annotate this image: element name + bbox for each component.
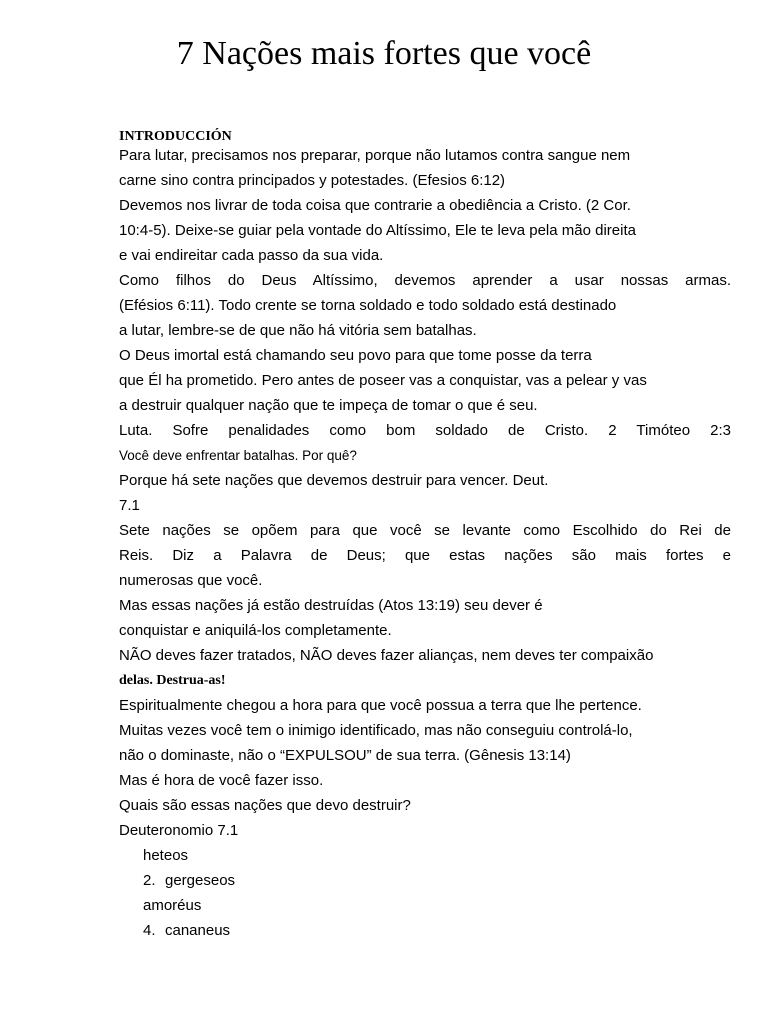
text-line: 7.1 [119,497,140,514]
text-line: NÃO deves fazer tratados, NÃO deves fazer alianças, nem deves ter compaixão [119,647,654,664]
text-line: conquistar e aniquilá-los completamente. [119,622,392,639]
section-heading: INTRODUCCIÓN [119,129,232,144]
text-line: que Él ha prometido. Pero antes de poseer vas a conquistar, vas a pelear y vas [119,372,647,389]
text-line: Mas é hora de você fazer isso. [119,772,324,789]
list-item [119,846,731,871]
text-line: Você deve enfrentar batalhas. Por quê? [119,448,357,463]
text-line: Sete nações se opõem para que você se levante como Escolhido do Rei de [119,522,731,539]
text-line: Como filhos do Deus Altíssimo, devemos aprender a usar nossas armas. [119,272,731,289]
text-line: (Efésios 6:11). Todo crente se torna soldado e todo soldado está destinado [119,297,617,314]
text-line: numerosas que você. [119,572,263,589]
list-item [119,896,731,921]
document-title: 7 Nações mais fortes que você [176,35,592,72]
list-item-text: gergeseos [165,872,236,889]
list-item [119,921,731,946]
text-line: Quais são essas nações que devo destruir? [119,797,411,814]
text-line: Espiritualmente chegou a hora para que você possua a terra que lhe pertence. [119,697,642,714]
text-line: a destruir qualquer nação que te impeça de tomar o que é seu. [119,397,538,414]
text-line: 10:4-5). Deixe-se guiar pela vontade do Altíssimo, Ele te leva pela mão direita [119,222,636,239]
list-item-text: heteos [143,847,189,864]
list-item-text: amoréus [143,897,202,914]
list-number: 2. [143,872,156,889]
list-item-text: cananeus [165,922,231,939]
list-number: 4. [143,922,156,939]
list-item [119,871,731,896]
text-line: Reis. Diz a Palavra de Deus; que estas nações são mais fortes e [119,547,731,564]
text-line: Para lutar, precisamos nos preparar, porque não lutamos contra sangue nem [119,147,631,164]
text-line: não o dominaste, não o “EXPULSOU” de sua terra. (Gênesis 13:14) [119,747,571,764]
text-line: e vai endireitar cada passo da sua vida. [119,247,384,264]
text-line: carne sino contra principados y potestades. (Efesios 6:12) [119,172,506,189]
text-line: Mas essas nações já estão destruídas (Atos 13:19) seu dever é [119,597,543,614]
text-line: Porque há sete nações que devemos destruir para vencer. Deut. [119,472,549,489]
text-line: Deuteronomio 7.1 [119,822,239,839]
text-line: Muitas vezes você tem o inimigo identificado, mas não conseguiu controlá-lo, [119,722,633,739]
text-line: Devemos nos livrar de toda coisa que contrarie a obediência a Cristo. (2 Cor. [119,197,631,214]
text-line: Luta. Sofre penalidades como bom soldado de Cristo. 2 Timóteo 2:3 [119,422,731,439]
text-line: delas. Destrua-as! [119,673,226,688]
text-line: a lutar, lembre-se de que não há vitória sem batalhas. [119,322,477,339]
body-text [119,146,731,946]
text-line: O Deus imortal está chamando seu povo para que tome posse da terra [119,347,592,364]
